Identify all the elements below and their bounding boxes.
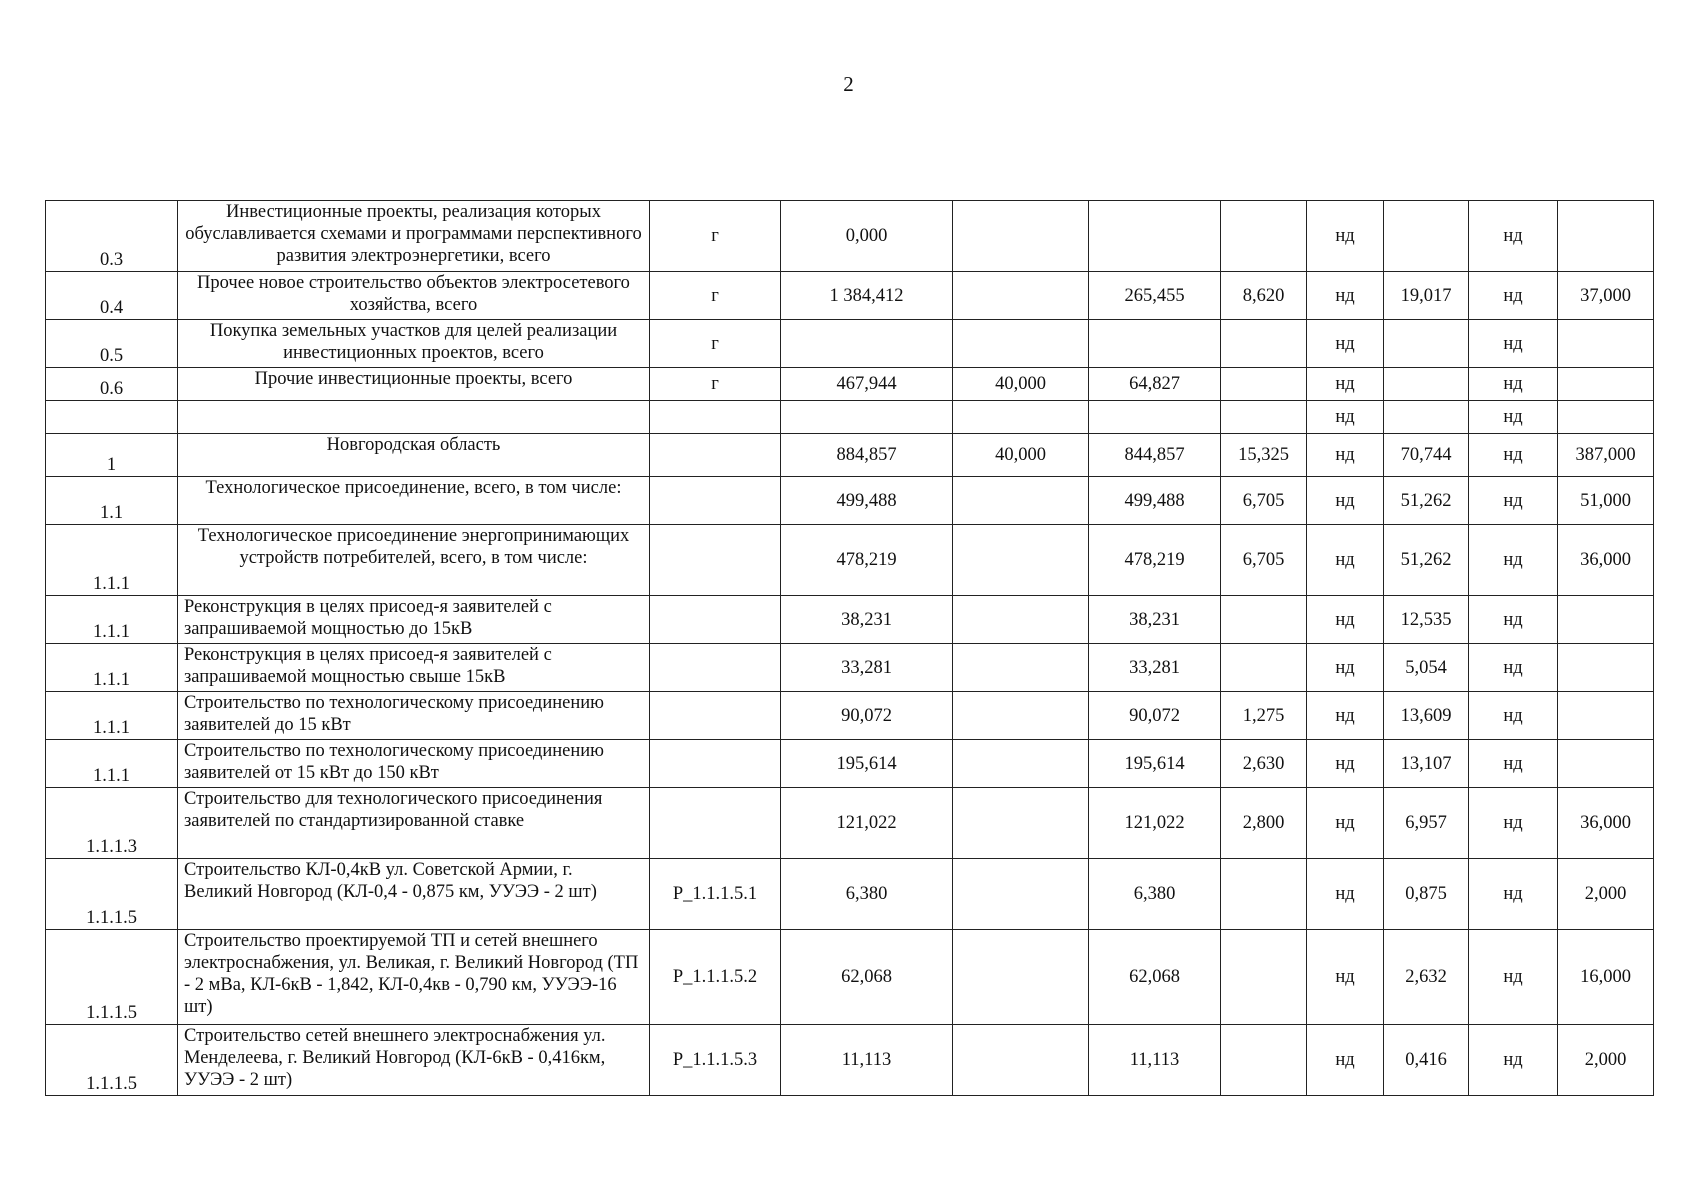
value-6-cell: 19,017 (1384, 272, 1469, 320)
value-6-cell (1384, 368, 1469, 401)
value-6-cell: 51,262 (1384, 477, 1469, 525)
investment-table (45, 200, 1654, 1096)
value-2-cell (953, 930, 1089, 1025)
value-5-cell: нд (1307, 320, 1384, 368)
value-4-cell (1221, 401, 1307, 434)
value-2-cell (953, 596, 1089, 644)
value-1-cell: 478,219 (781, 525, 953, 596)
item-code-cell: г (650, 201, 781, 272)
item-name-cell: Новгородская область (178, 434, 650, 477)
value-5-cell: нд (1307, 596, 1384, 644)
item-name-cell: Технологическое присоединение, всего, в том числе: (178, 477, 650, 525)
value-7-cell: нд (1469, 788, 1558, 859)
item-name-cell: Строительство для технологического присоединения заявителей по стандартизированной ставке (178, 788, 650, 859)
value-2-cell (953, 320, 1089, 368)
value-1-cell: 11,113 (781, 1025, 953, 1096)
value-8-cell (1558, 692, 1654, 740)
value-4-cell: 6,705 (1221, 525, 1307, 596)
value-3-cell: 265,455 (1089, 272, 1221, 320)
value-2-cell (953, 692, 1089, 740)
item-number-cell: 1.1.1 (46, 692, 178, 740)
value-7-cell: нд (1469, 368, 1558, 401)
value-6-cell: 6,957 (1384, 788, 1469, 859)
value-4-cell: 2,630 (1221, 740, 1307, 788)
item-number-cell (46, 401, 178, 434)
value-8-cell: 36,000 (1558, 788, 1654, 859)
item-name-cell: Инвестиционные проекты, реализация которых обуславливается схемами и программами перспективного развития электроэнергетики, всего (178, 201, 650, 272)
value-3-cell: 38,231 (1089, 596, 1221, 644)
item-name-cell: Строительство КЛ-0,4кВ ул. Советской Армии, г. Великий Новгород (КЛ-0,4 - 0,875 км, УУЭЭ - 2 шт) (178, 859, 650, 930)
value-5-cell: нд (1307, 1025, 1384, 1096)
value-1-cell: 884,857 (781, 434, 953, 477)
value-5-cell: нд (1307, 644, 1384, 692)
value-3-cell: 499,488 (1089, 477, 1221, 525)
value-1-cell: 33,281 (781, 644, 953, 692)
value-1-cell (781, 320, 953, 368)
item-number-cell: 1.1.1 (46, 596, 178, 644)
item-number-cell: 1 (46, 434, 178, 477)
value-3-cell: 121,022 (1089, 788, 1221, 859)
value-3-cell: 33,281 (1089, 644, 1221, 692)
value-2-cell (953, 201, 1089, 272)
table-row (46, 1025, 1654, 1096)
value-7-cell: нд (1469, 740, 1558, 788)
table-row (46, 788, 1654, 859)
item-name-cell: Строительство по технологическому присоединению заявителей до 15 кВт (178, 692, 650, 740)
value-5-cell: нд (1307, 692, 1384, 740)
value-5-cell: нд (1307, 477, 1384, 525)
value-8-cell (1558, 596, 1654, 644)
value-7-cell: нд (1469, 596, 1558, 644)
value-1-cell: 6,380 (781, 859, 953, 930)
value-5-cell: нд (1307, 434, 1384, 477)
value-5-cell: нд (1307, 201, 1384, 272)
item-code-cell (650, 434, 781, 477)
value-8-cell: 2,000 (1558, 859, 1654, 930)
value-4-cell (1221, 1025, 1307, 1096)
value-6-cell: 2,632 (1384, 930, 1469, 1025)
item-code-cell (650, 692, 781, 740)
value-3-cell: 62,068 (1089, 930, 1221, 1025)
value-5-cell: нд (1307, 740, 1384, 788)
item-name-cell (178, 401, 650, 434)
value-8-cell (1558, 320, 1654, 368)
value-8-cell (1558, 644, 1654, 692)
value-4-cell (1221, 596, 1307, 644)
table-row (46, 859, 1654, 930)
value-4-cell: 15,325 (1221, 434, 1307, 477)
item-name-cell: Прочие инвестиционные проекты, всего (178, 368, 650, 401)
value-2-cell (953, 1025, 1089, 1096)
value-2-cell: 40,000 (953, 368, 1089, 401)
value-5-cell: нд (1307, 368, 1384, 401)
value-2-cell (953, 272, 1089, 320)
item-name-cell: Реконструкция в целях присоед-я заявителей с запрашиваемой мощностью свыше 15кВ (178, 644, 650, 692)
table-row (46, 692, 1654, 740)
item-number-cell: 1.1.1.5 (46, 930, 178, 1025)
value-1-cell: 0,000 (781, 201, 953, 272)
value-4-cell (1221, 859, 1307, 930)
table-row (46, 434, 1654, 477)
value-4-cell (1221, 368, 1307, 401)
item-number-cell: 1.1 (46, 477, 178, 525)
value-8-cell: 16,000 (1558, 930, 1654, 1025)
table-row (46, 525, 1654, 596)
item-code-cell: г (650, 368, 781, 401)
value-4-cell (1221, 930, 1307, 1025)
value-7-cell: нд (1469, 930, 1558, 1025)
value-6-cell (1384, 201, 1469, 272)
item-code-cell (650, 477, 781, 525)
value-2-cell (953, 859, 1089, 930)
value-3-cell: 11,113 (1089, 1025, 1221, 1096)
item-name-cell: Реконструкция в целях присоед-я заявителей с запрашиваемой мощностью до 15кВ (178, 596, 650, 644)
value-1-cell (781, 401, 953, 434)
value-5-cell: нд (1307, 930, 1384, 1025)
table-row (46, 740, 1654, 788)
item-name-cell: Технологическое присоединение энергопринимающих устройств потребителей, всего, в том числе: (178, 525, 650, 596)
item-name-cell: Покупка земельных участков для целей реализации инвестиционных проектов, всего (178, 320, 650, 368)
value-4-cell (1221, 644, 1307, 692)
item-code-cell (650, 596, 781, 644)
value-2-cell (953, 740, 1089, 788)
value-3-cell: 478,219 (1089, 525, 1221, 596)
item-code-cell: г (650, 272, 781, 320)
item-name-cell: Строительство сетей внешнего электроснабжения ул. Менделеева, г. Великий Новгород (КЛ-6кВ - 0,416км, УУЭЭ - 2 шт) (178, 1025, 650, 1096)
value-5-cell: нд (1307, 272, 1384, 320)
value-7-cell: нд (1469, 320, 1558, 368)
value-6-cell (1384, 320, 1469, 368)
value-7-cell: нд (1469, 477, 1558, 525)
value-8-cell: 37,000 (1558, 272, 1654, 320)
item-number-cell: 1.1.1.5 (46, 859, 178, 930)
item-number-cell: 1.1.1.3 (46, 788, 178, 859)
value-7-cell: нд (1469, 859, 1558, 930)
value-1-cell: 62,068 (781, 930, 953, 1025)
item-number-cell: 1.1.1 (46, 644, 178, 692)
item-code-cell: Р_1.1.1.5.1 (650, 859, 781, 930)
value-1-cell: 90,072 (781, 692, 953, 740)
value-2-cell (953, 401, 1089, 434)
value-7-cell: нд (1469, 692, 1558, 740)
value-1-cell: 195,614 (781, 740, 953, 788)
value-8-cell (1558, 368, 1654, 401)
value-3-cell: 844,857 (1089, 434, 1221, 477)
value-6-cell: 0,875 (1384, 859, 1469, 930)
value-8-cell (1558, 201, 1654, 272)
item-name-cell: Строительство проектируемой ТП и сетей внешнего электроснабжения, ул. Великая, г. Великий Новгород (ТП - 2 мВа, КЛ-6кВ - 1,842, КЛ-0,4кв - 0,790 км, УУЭЭ-16 шт) (178, 930, 650, 1025)
value-1-cell: 38,231 (781, 596, 953, 644)
table-row (46, 930, 1654, 1025)
value-2-cell (953, 788, 1089, 859)
value-8-cell: 36,000 (1558, 525, 1654, 596)
value-6-cell: 12,535 (1384, 596, 1469, 644)
value-4-cell: 2,800 (1221, 788, 1307, 859)
value-7-cell: нд (1469, 272, 1558, 320)
item-number-cell: 0.3 (46, 201, 178, 272)
value-3-cell (1089, 401, 1221, 434)
value-7-cell: нд (1469, 525, 1558, 596)
value-6-cell (1384, 401, 1469, 434)
value-8-cell: 2,000 (1558, 1025, 1654, 1096)
value-2-cell: 40,000 (953, 434, 1089, 477)
value-8-cell: 387,000 (1558, 434, 1654, 477)
item-code-cell (650, 644, 781, 692)
table-row (46, 201, 1654, 272)
value-6-cell: 70,744 (1384, 434, 1469, 477)
value-3-cell: 90,072 (1089, 692, 1221, 740)
value-6-cell: 13,107 (1384, 740, 1469, 788)
value-8-cell (1558, 401, 1654, 434)
value-1-cell: 121,022 (781, 788, 953, 859)
item-code-cell: Р_1.1.1.5.2 (650, 930, 781, 1025)
value-6-cell: 13,609 (1384, 692, 1469, 740)
item-code-cell (650, 740, 781, 788)
value-3-cell: 6,380 (1089, 859, 1221, 930)
item-number-cell: 0.6 (46, 368, 178, 401)
value-1-cell: 499,488 (781, 477, 953, 525)
value-3-cell (1089, 201, 1221, 272)
item-code-cell (650, 788, 781, 859)
item-code-cell: Р_1.1.1.5.3 (650, 1025, 781, 1096)
value-5-cell: нд (1307, 859, 1384, 930)
value-7-cell: нд (1469, 434, 1558, 477)
item-number-cell: 1.1.1.5 (46, 1025, 178, 1096)
table-row (46, 477, 1654, 525)
table-row (46, 272, 1654, 320)
value-3-cell: 195,614 (1089, 740, 1221, 788)
value-6-cell: 5,054 (1384, 644, 1469, 692)
value-5-cell: нд (1307, 525, 1384, 596)
value-4-cell (1221, 320, 1307, 368)
value-1-cell: 1 384,412 (781, 272, 953, 320)
value-6-cell: 0,416 (1384, 1025, 1469, 1096)
item-name-cell: Прочее новое строительство объектов электросетевого хозяйства, всего (178, 272, 650, 320)
value-6-cell: 51,262 (1384, 525, 1469, 596)
value-3-cell: 64,827 (1089, 368, 1221, 401)
table-row (46, 368, 1654, 401)
value-7-cell: нд (1469, 644, 1558, 692)
value-8-cell: 51,000 (1558, 477, 1654, 525)
value-4-cell: 6,705 (1221, 477, 1307, 525)
table-row (46, 401, 1654, 434)
table-row (46, 320, 1654, 368)
table-row (46, 596, 1654, 644)
item-number-cell: 1.1.1 (46, 740, 178, 788)
value-1-cell: 467,944 (781, 368, 953, 401)
item-number-cell: 0.4 (46, 272, 178, 320)
value-4-cell (1221, 201, 1307, 272)
value-5-cell: нд (1307, 788, 1384, 859)
value-2-cell (953, 525, 1089, 596)
value-7-cell: нд (1469, 401, 1558, 434)
value-3-cell (1089, 320, 1221, 368)
item-name-cell: Строительство по технологическому присоединению заявителей от 15 кВт до 150 кВт (178, 740, 650, 788)
value-4-cell: 8,620 (1221, 272, 1307, 320)
item-code-cell: г (650, 320, 781, 368)
table-row (46, 644, 1654, 692)
value-2-cell (953, 644, 1089, 692)
value-5-cell: нд (1307, 401, 1384, 434)
item-code-cell (650, 525, 781, 596)
value-8-cell (1558, 740, 1654, 788)
item-number-cell: 0.5 (46, 320, 178, 368)
value-4-cell: 1,275 (1221, 692, 1307, 740)
value-7-cell: нд (1469, 1025, 1558, 1096)
item-code-cell (650, 401, 781, 434)
value-2-cell (953, 477, 1089, 525)
value-7-cell: нд (1469, 201, 1558, 272)
page-number: 2 (843, 72, 854, 96)
item-number-cell: 1.1.1 (46, 525, 178, 596)
